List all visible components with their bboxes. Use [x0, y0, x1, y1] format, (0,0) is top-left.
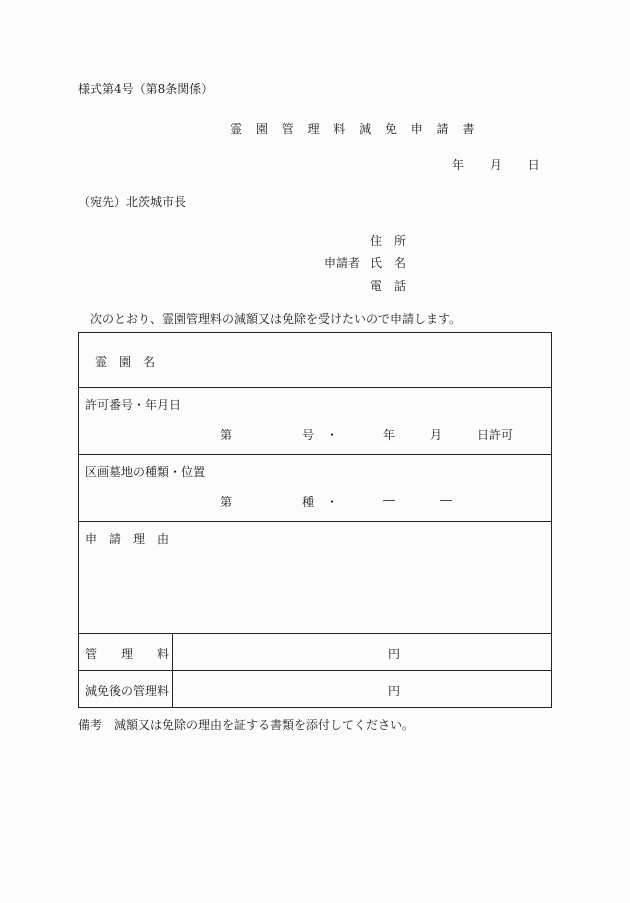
permit-year: 年 — [383, 428, 396, 442]
date-line — [452, 156, 540, 173]
date-month: 月 — [489, 158, 502, 172]
permit-go: 号 — [302, 428, 315, 442]
reduced-fee-unit: 円 — [388, 684, 401, 698]
row-plot — [79, 455, 552, 522]
permit-dai: 第 — [220, 428, 233, 442]
row-cemetery-name — [79, 333, 552, 388]
cell-reduced-fee-label — [79, 671, 173, 708]
row-reason — [79, 522, 552, 634]
plot-label: 区画墓地の種類・位置 — [85, 465, 206, 479]
permit-label: 許可番号・年月日 — [85, 398, 182, 412]
plot-dash-2: ― — [440, 493, 452, 507]
phone-label: 電 話 — [370, 279, 407, 293]
name-label: 氏 名 — [370, 256, 407, 270]
permit-day: 日許可 — [477, 428, 514, 442]
row-fee — [79, 634, 552, 671]
plot-dot: ・ — [326, 495, 339, 509]
form-number: 様式第4号（第8条関係） — [78, 82, 214, 96]
plot-dash-1: ― — [383, 493, 395, 507]
row-permit — [79, 388, 552, 455]
cell-reduced-fee-value — [173, 671, 552, 708]
permit-dot: ・ — [326, 428, 339, 442]
cell-reason — [79, 522, 552, 634]
intro-text: 次のとおり、霊園管理料の減額又は免除を受けたいので申請します。 — [90, 312, 462, 326]
row-reduced-fee — [79, 671, 552, 708]
fee-label: 管 理 料 — [85, 647, 170, 661]
applicant-label: 申請者 — [324, 256, 361, 270]
reduced-fee-label: 減免後の管理料 — [85, 684, 170, 698]
cemetery-name-label: 霊 園 名 — [95, 355, 156, 369]
cell-fee-value — [173, 634, 552, 671]
date-year: 年 — [452, 158, 465, 172]
document-title: 霊 園 管 理 料 減 免 申 請 書 — [230, 122, 480, 136]
footnote: 備考 減額又は免除の理由を証する書類を添付してください。 — [78, 718, 415, 732]
cell-cemetery-name — [79, 333, 552, 388]
cell-fee-label — [79, 634, 173, 671]
reason-label: 申 請 理 由 — [85, 532, 170, 546]
plot-dai: 第 — [220, 495, 233, 509]
address-label: 住 所 — [370, 234, 407, 248]
addressee: （宛先）北茨城市長 — [78, 195, 187, 209]
cell-plot — [79, 455, 552, 522]
application-table — [78, 332, 552, 708]
cell-permit — [79, 388, 552, 455]
permit-month: 月 — [430, 428, 443, 442]
plot-shu: 種 — [302, 495, 315, 509]
date-day: 日 — [527, 158, 540, 172]
fee-unit: 円 — [388, 647, 401, 661]
